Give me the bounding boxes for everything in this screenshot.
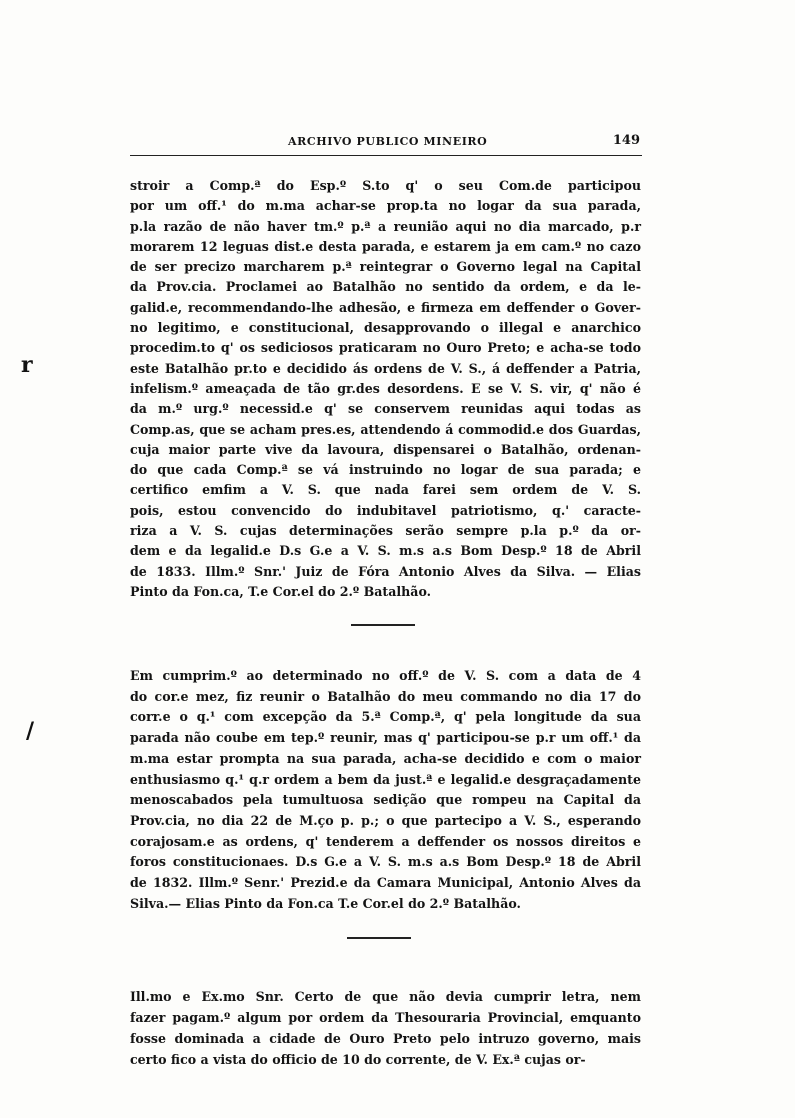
text-line: de 1833. Illm.º Snr.' Juiz de Fóra Antonio Alves da Silva. — Elias	[130, 563, 641, 579]
text-line: no legitimo, e constitucional, desapprovando o illegal e anarchico	[130, 320, 641, 336]
text-line: certifico emfim a V. S. que nada farei sem ordem de V. S.	[130, 482, 641, 498]
letter-paragraph-2	[130, 666, 642, 914]
text-line: Em cumprim.º ao determinado no off.º de V. S. com a data de 4	[130, 668, 641, 683]
text-line: riza a V. S. cujas determinações serão sempre p.la p.º da or-	[130, 523, 641, 539]
text-line: m.ma estar prompta na sua parada, acha-se decidido e com o maior	[130, 750, 641, 766]
page-header	[130, 135, 642, 156]
text-line: corr.e o q.¹ com excepção da 5.ª Comp.ª, q' pela longitude da sua	[130, 709, 641, 725]
text-line: corajosam.e as ordens, q' tenderem a deffender os nossos direitos e	[130, 833, 641, 849]
text-line: dem e da legalid.e D.s G.e a V. S. m.s a.s Bom Desp.º 18 de Abril	[130, 543, 641, 559]
text-line: certo fico a vista do officio de 10 do corrente, de V. Ex.ª cujas or-	[130, 1052, 586, 1067]
running-title: ARCHIVO PUBLICO MINEIRO	[288, 135, 488, 148]
text-line: Silva.— Elias Pinto da Fon.ca T.e Cor.el do 2.º Batalhão.	[130, 895, 521, 911]
text-line: da Prov.cia. Proclamei ao Batalhão no sentido da ordem, e da le-	[130, 279, 641, 295]
letter-paragraph-3	[130, 986, 642, 1070]
text-line: este Batalhão pr.to e decidido ás ordens de V. S., á deffender a Patria,	[130, 360, 641, 376]
text-line: da m.º urg.º necessid.e q' se conservem reunidas aqui todas as	[130, 401, 641, 417]
margin-mark: /	[26, 718, 35, 744]
text-line: stroir a Comp.ª do Esp.º S.to q' o seu Com.de participou	[130, 178, 641, 193]
text-line: por um off.¹ do m.ma achar-se prop.ta no logar da sua parada,	[130, 198, 641, 214]
text-line: Comp.as, que se acham pres.es, attendendo á commodid.e dos Guardas,	[130, 421, 641, 437]
text-line: cuja maior parte vive da lavoura, dispensarei o Batalhão, ordenan-	[130, 441, 641, 457]
text-line: do cor.e mez, fiz reunir o Batalhão do meu commando no dia 17 do	[130, 688, 641, 704]
text-line: galid.e, recommendando-lhe adhesão, e firmeza em deffender o Gover-	[130, 299, 641, 315]
text-line: fazer pagam.º algum por ordem da Thesouraria Provincial, emquanto	[130, 1010, 641, 1025]
text-line: foros constitucionaes. D.s G.e a V. S. m.s a.s Bom Desp.º 18 de Abril	[130, 854, 641, 870]
text-line: de 1832. Illm.º Senr.' Prezid.e da Camara Municipal, Antonio Alves da	[130, 875, 641, 891]
text-line: de ser precizo marcharem p.ª reintegrar o Governo legal na Capital	[130, 259, 641, 275]
text-line: fosse dominada a cidade de Ouro Preto pelo intruzo governo, mais	[130, 1031, 641, 1046]
text-line: infelism.º ameaçada de tão gr.des desordens. E se V. S. vir, q' não é	[130, 380, 641, 396]
margin-mark: r	[21, 352, 33, 378]
text-line: menoscabados pela tumultuosa sedição que rompeu na Capital da	[130, 792, 641, 808]
text-line: Pinto da Fon.ca, T.e Cor.el do 2.º Batalhão.	[130, 583, 432, 599]
section-divider	[351, 624, 415, 626]
text-line: Ill.mo e Ex.mo Snr. Certo de que não devia cumprir letra, nem	[130, 989, 641, 1004]
text-line: pois, estou convencido do indubitavel patriotismo, q.' caracte-	[130, 502, 641, 518]
text-line: enthusiasmo q.¹ q.r ordem a bem da just.ª e legalid.e desgraçadamente	[130, 771, 641, 787]
text-line: p.la razão de não haver tm.º p.ª a reunião aqui no dia marcado, p.r	[130, 218, 641, 234]
text-line: Prov.cia, no dia 22 de M.ço p. p.; o que partecipo a V. S., esperando	[130, 812, 641, 828]
letter-paragraph-1	[130, 176, 642, 602]
section-divider	[347, 937, 411, 939]
text-line: parada não coube em tep.º reunir, mas q' participou-se p.r um off.¹ da	[130, 730, 641, 746]
text-line: do que cada Comp.ª se vá instruindo no logar de sua parada; e	[130, 462, 641, 478]
text-line: morarem 12 leguas dist.e desta parada, e estarem ja em cam.º no cazo	[130, 238, 641, 254]
text-line: procedim.to q' os sediciosos praticaram no Ouro Preto; e acha-se todo	[130, 340, 641, 356]
page-number: 149	[612, 133, 640, 148]
